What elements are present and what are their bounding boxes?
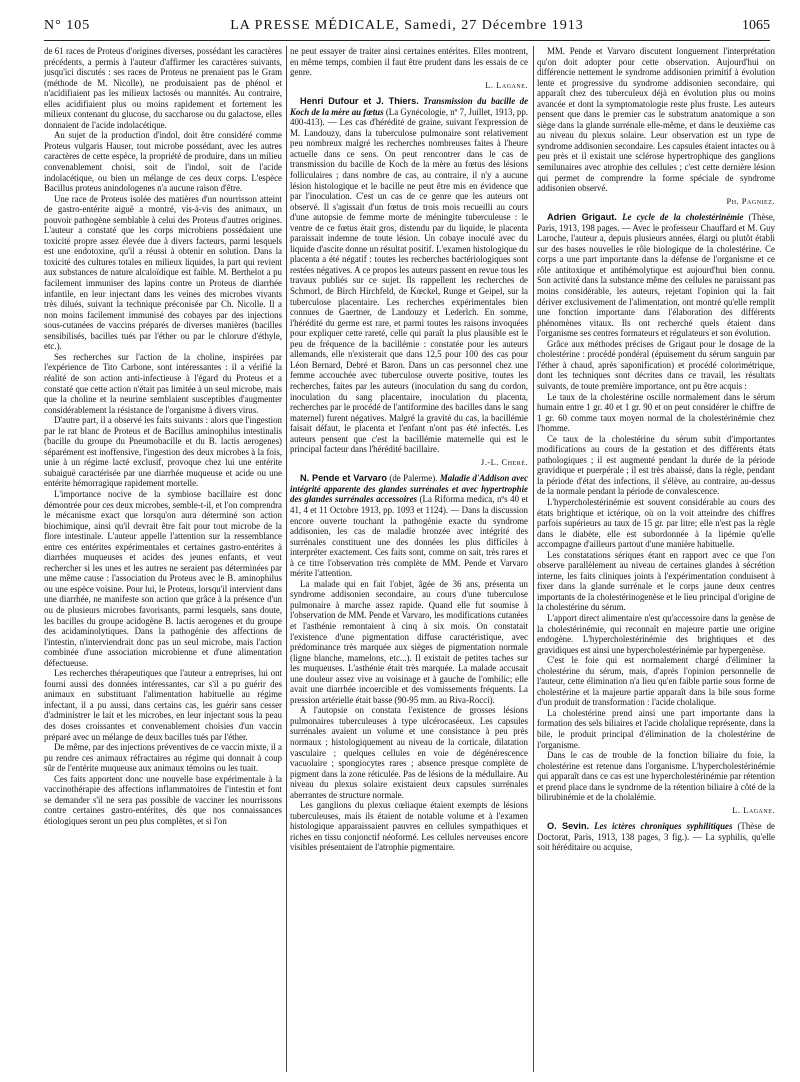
paragraph: A l'autopsie on constata l'existence de grosses lésions pulmonaires tuberculeuses à type ulcérocaséeux. Les capsules surrénales avaient un volume et une consistance à peu près normaux ; histologiquement au niveau de la corticale, dilatation vasculaire ; quelques cellules en voie de dégénérescence vacuolaire ; spongiocytes rares ; absence presque complète de pigment dans la zone réticulée. Pas de lésions de la médullaire. Au niveau du plexus solaire existaient deux capsules surrénales aberrantes de structure normale. <box>290 705 528 800</box>
article-sevin <box>537 821 775 853</box>
paragraph: L'apport direct alimentaire n'est qu'accessoire dans la genèse de la cholestérinémie, qui reconnaît en majeure partie une origine endogène. L'hypercholestérinémie des brightiques et des gravidiques est ainsi une hypercholestérinémie par hypergenèse. <box>537 612 775 655</box>
article-source: (Thèse de Doctorat, Paris, 1913, 138 pages, 3 fig.). <box>537 821 775 842</box>
paragraph: Une race de Proteus isolée des matières d'un nourrisson atteint de gastro-entérite aiguë a montré, vis-à-vis des animaux, un pouvoir pathogène semblable à celui des Proteus d'autres origines. L'auteur a constaté que les corps microbiens possédaient une toxicité propre assez élevée due à divers facteurs, parmi lesquels est une endotoxine, qu'il a réussi à obtenir en solution. Dans la toxicité des cultures totales en milieux liquides, la part qui revient aux substances de nature alcaloïdique est faible. M. Berthelot a pu facilement immuniser des lapins contre un Proteus de diarrhée infantile, en leur injectant dans les veines des microbes vivants très dilués, suivant la technique préconisée par Ch. Nicolle. Il a non moins facilement immunisé des cobayes par des injections sous-cutanées de vaccins préparés de diverses manières (bacilles sensibilisés, bacilles tués par l'éther ou par le chlorure d'éthyle, etc.). <box>44 193 282 352</box>
author-signature: Ph. Pagniez. <box>726 195 775 206</box>
column-3 <box>537 46 775 1072</box>
paragraph: La cholestérine prend ainsi une part importante dans la formation des sels biliaires et l'acide cholalique représente, dans la bile, le produit principal d'élimination de la cholestérine de l'organisme. <box>537 707 775 750</box>
article-pende-varvaro <box>290 473 528 578</box>
article-authors: O. Sevin. <box>547 821 590 832</box>
paragraph: Ses recherches sur l'action de la choline, inspirées par l'expérience de Tito Carbone, sont intéressantes : il a vérifié la réalité de son action anti-infectieuse à l'égard du Proteus et a constaté que cette action n'était pas limitée à un seul microbe, mais que la choline et la neurine semblaient susceptibles d'augmenter considérablement la résistance de l'organisme à divers virus. <box>44 351 282 415</box>
column-2 <box>290 46 528 1072</box>
paragraph: La malade qui en fait l'objet, âgée de 36 ans, présenta un syndrome addisonien secondaire, au cours d'une tuberculose pulmonaire à marche assez rapide. Quand elle fut soumise à l'observation de MM. Pende et Varvaro, les modifications cutanées et l'asthénie remontaient à cinq à six mois. On constatait l'existence d'une pigmentation diffuse caractéristique, avec prédominance très marquée aux sièges de pigmentation normale (ligne blanche, mamelons, etc...). Il existait de petites taches sur les muqueuses. L'asthénie était très marquée. La malade accusait une douleur assez vive au voisinage et à gauche de l'ombilic; elle avait une diarrhée incoercible et des vomissements fréquents. La pression artérielle était basse (90-95 mm. au Riva-Rocci). <box>290 578 528 705</box>
article-body: Les cas d'hérédité de graine, suivant l'expression de M. Landouzy, dans la tuberculose pulmonaire sont relativement peu nombreux malgré les recherches nombreuses faites à l'heure actuelle dans ce sens. On peut rencontrer dans le cas de transmission du bacille de Koch de la mère au fœtus des lésions folliculaires ; dans nombre de cas, au contraire, il n'y a aucune lésion histologique et le bacille ne peut être mis en évidence que par l'inoculation. C'est un cas de ce genre que les auteurs ont observé. Il s'agissait d'un fœtus de trois mois recueilli au cours d'une autopsie de femme morte de méningite tuberculeuse : le ventre de ce fœtus était gros, distendu par du liquide, le placenta paraissait indemne de toute lésion. Un cobaye inoculé avec du liquide d'ascite donne un résultat positif. L'examen histologique du placenta a été négatif : toutes les recherches bactériologiques sont restées négatives. A ce propos les auteurs passent en revue tous les travaux publiés sur ce sujet. Ils rappellent les recherches de Schmorl, de Birch Hirchfeld, de Kœckel, Runge et Geipel, sur la tuberculose placentaire. Les recherches expérimentales bien connues de Gaertner, de Landouzy et Lederlch. En somme, l'hérédité du germe est rare, et parmi toutes les raisons invoquées pour expliquer cette rareté, celle qui paraît la plus plausible est le peu de fréquence de la bacillémie : constatée pour les auteurs allemands, elle n'existerait que dans 12,5 pour 100 des cas pour Léon Bernard, Debré et Baron. Dans un cas personnel chez une femme accouchée avec tuberculose ouverte positive, toutes les recherches, faites par les auteurs (inoculation du sang du cordon, inoculation du sang placentaire, inoculation du placenta, recherches par le procédé de l'antiformine des bacilles dans le sang maternel) furent négatives. Malgré la gravité du cas, la bacillémie faisait défaut, le placenta et l'enfant n'ont pas été infectés. Les auteurs pensent que c'est la bacillémie maternelle qui est le principal facteur dans l'hérédité bacillaire. <box>290 117 528 455</box>
journal-title: LA PRESSE MÉDICALE, Samedi, 27 Décembre 1913 <box>230 18 584 33</box>
paragraph: C'est le foie qui est normalement chargé d'éliminer la cholestérine du sérum, mais, d'après l'opinion personnelle de l'auteur, cette élimination n'a lieu qu'en faible partie sous forme de cholestérine et la majeure partie apparaît dans la bile sous forme d'un produit de transformation : l'acide cholalique. <box>537 655 775 708</box>
paragraph: D'autre part, il a observé les faits suivants : alors que l'ingestion par le rat blanc de Proteus et de Bacillus aminophilus intestinalis (bacille du groupe du Pneumobacille et du B. lactis aerogenes) séparément est inoffensive, l'ingestion des deux microbes à la fois, unie à un régime lacté exclusif, provoque chez lui une entérite subaiguë caractérisée par une diarrhée muqueuse et acide ou une entérite hémorragique rapidement mortelle. <box>44 415 282 489</box>
author-signature: L. Lagane. <box>732 804 775 815</box>
article-source: (La Riforma medica, nºs 40 et 41, 4 et 11 Octobre 1913, pp. 1093 et 1124). — <box>290 494 528 515</box>
paragraph: Le taux de la cholestérine oscille normalement dans le sérum humain entre 1 gr. 40 et 1 gr. 90 et on peut considérer le chiffre de 1 gr. 60 comme taux moyen normal de la cholestérinémie chez l'homme. <box>537 391 775 434</box>
article-authors: Adrien Grigaut. <box>547 212 617 223</box>
paragraph: De même, par des injections préventives de ce vaccin mixte, il a pu rendre ces animaux réfractaires au régime qui donnait à coup sûr de l'entérite muqueuse aux animaux témoins ou les tuait. <box>44 742 282 774</box>
paragraph: ne peut essayer de traiter ainsi certaines entérites. Elles montrent, en même temps, combien il faut être prudent dans les essais de ce genre. <box>290 46 528 78</box>
header-rule <box>44 40 770 41</box>
article-title: Le cycle de la cholestérinémie <box>622 212 744 223</box>
article-title: Transmission du bacille de Koch de la mère au fœtus <box>290 96 528 117</box>
article-body: — La syphilis, qu'elle soit héréditaire ou acquise, <box>537 831 775 853</box>
column-divider <box>286 46 287 1072</box>
column-divider <box>533 46 534 1072</box>
paragraph: Les recherches thérapeutiques que l'auteur a entreprises, lui ont fourni aussi des données intéressantes, car s'il a pu guérir des animaux en substituant l'alimentation habituelle au régime infectant, il a pu aussi, dans certains cas, les guérir sans cesser d'administrer le lait et les microbes, en leur injectant sous la peau des doses croissantes et convenablement choisies d'un vaccin préparé avec un mélange de deux bacilles tués par l'éther. <box>44 668 282 742</box>
paragraph: Ce taux de la cholestérine du sérum subit d'importantes modifications au cours de la gestation et des différents états pathologiques ; il est augmenté pendant la durée de la période gravidique et puerpérale ; il est très abaissé, dans la règle, pendant la période d'état des infections, il s'élève, au contraire, au-dessus de la normale pendant la période de convalescence. <box>537 433 775 497</box>
paragraph: Dans le cas de trouble de la fonction biliaire du foie, la cholestérine est retenue dans l'organisme. L'hypercholestérinémie qui apparaît dans ce cas est une hypercholestérinémie par rétention et prend place dans le syndrome de la rétention biliaire à côté de la bilirubinémie et de la cholalémie. <box>537 750 775 803</box>
paragraph: L'importance nocive de la symbiose bacillaire est donc démontrée pour ces deux microbes, semble-t-il, et l'on comprendra le mécanisme exact que lorsqu'on aura déterminé son action biochimique, ainsi qu'il devrait être fait pour tout microbe de la flore intestinale. L'auteur appelle l'attention sur la ressemblance entre ces entérites expérimentales et certaines gastro-entérites à diarrhées muqueuses et acides des jeunes enfants, et veut rechercher si les unes et les autres ne seraient pas déterminées par une même cause : l'association du Proteus avec le B. aminophilus ou une espèce voisine. Pour lui, le Proteus, lorsqu'il intervient dans une diarrhée, ne manifeste son action que grâce à la présence d'un ou de plusieurs microbes favorisants, parmi lesquels, sans doute, les bacilles du groupe acidogène B. lactis aerogenes et du groupe des acidaminolytiques. Dans la pathogénie des affections de l'intestin, n'interviendrait donc pas un seul microbe, mais l'action combinée d'une association microbienne et d'une alimentation défectueuse. <box>44 488 282 668</box>
article-title: Maladie d'Addison avec intégrité apparente des glandes surrénales et avec hypertrophie des glandes surrénales accessoires <box>290 473 528 505</box>
column-1 <box>44 46 282 1072</box>
article-source: (Thèse, Paris, 1913, 198 pages. — <box>537 212 775 233</box>
paragraph: L'hypercholestérinémie est souvent considérable au cours des états brightique et ictérique, où on la voit atteindre des chiffres parfois supérieurs au taux de 15 gr. par litre; elle n'est pas la règle dans le diabète, elle est subordonnée à la lipémie qu'elle accompagne d'ailleurs partout d'une manière habituelle. <box>537 496 775 550</box>
article-body: Avec le professeur Chauffard et M. Guy Laroche, l'auteur a, depuis plusieurs années, élargi ou plutôt établi sur des bases nouvelles le rôle biologique de la cholestérine. Ce corps a une part importante dans la défense de l'organisme et ce rôle antitoxique et antihémolytique est aujourd'hui bien connu. Son activité dans la substance même des cellules ne paraissant pas moins considérable, les auteurs, rejetant l'opinion qui la fait dériver exclusivement de l'alimentation, ont montré qu'elle remplit une fonction importante dans l'élaboration des différents phénomènes vitaux. Ils ont recherché quels étaient dans l'organisme ses centres formateurs et régulateurs et son évolution. <box>537 222 775 339</box>
article-place: (de Palerme). <box>389 473 438 484</box>
paragraph: de 61 races de Proteus d'origines diverses, possédant les caractères précédents, a permis à l'auteur d'affirmer les caractères suivants, jusqu'ici discutés : ses races de Proteus ne prenaient pas le Gram (méthode de M. Nicolle), ne produisaient pas de phénol et n'acidifiaient pas les milieux lactosés ou mannités. Au contraire, elles acidifiaient plus ou moins rapidement et fortement les milieux contenant du glucose, du saccharose ou du galactose, elles donnaient de l'acide indolacétique. <box>44 46 282 130</box>
paragraph: Grâce aux méthodes précises de Grigaut pour le dosage de la cholestérine : procédé pondéral (épuisement du sérum sanguin par l'éther à chaud, après saponification) et procédé colorimétrique, dont les techniques sont décrites dans ce travail, les résultats suivants, de toute première importance, ont pu être acquis : <box>537 338 775 391</box>
paragraph: Au sujet de la production d'indol, doit être considéré comme Proteus vulgaris Hauser, tout microbe possédant, avec les autres caractères de cette espèce, la propriété de produire, dans un milieu convenablement choisi, soit de l'indol, soit de l'acide indolacétique, ou bien un mélange de ces deux corps. L'espèce Bacillus proteus anindologenes n'a aucune raison d'être. <box>44 130 282 194</box>
article-authors: Henri Dufour et J. Thiers. <box>300 96 419 107</box>
article-dufour-thiers <box>290 96 528 455</box>
article-body: Dans la discussion encore ouverte touchant la pathogénie exacte du syndrome addisonien, les cas de maladie bronzée avec intégrité des surrénales constituent une des données les plus difficiles à interpréter exactement. Ces faits sont, comme on sait, très rares et à ce titre l'observation très complète de MM. Pende et Varvaro mérite l'attention. <box>290 504 528 579</box>
page-header <box>44 14 770 40</box>
issue-number: N° 105 <box>44 18 91 33</box>
article-authors: N. Pende et Varvaro <box>300 473 387 484</box>
paragraph: Les ganglions du plexus cœliaque étaient exempts de lésions tuberculeuses, mais ils étaient de notable volume et à l'examen histologique apparaissaient pauvres en cellules sympathiques et riches en tissu conjonctif néoformé. Les cellules nerveuses encore visibles présentaient de l'atrophie pigmentaire. <box>290 800 528 853</box>
author-signature: J.-L. Cheré. <box>480 456 528 467</box>
paragraph: Les constatations sériques étant en rapport avec ce que l'on observe parallèlement au niveau de certaines glandes à sécrétion interne, les faits cliniques joints à l'expérimentation conduisent à fixer dans la glande surrénale et le corps jaune deux centres importants de la cholestérinogenèse et le lieu principal d'origine de la cholestérine du sérum. <box>537 549 775 613</box>
article-title: Les ictères chroniques syphilitiques <box>594 821 733 832</box>
paragraph: MM. Pende et Varvaro discutent longuement l'interprétation qu'on doit adopter pour cette observation. Aujourd'hui on différencie nettement le syndrome addisonien primitif à évolution lente et progressive du syndrome addisonien secondaire, qui apparaît chez des tuberculeux déjà en évolution plus ou moins avancée et dont la symptomatologie reste plus fruste. Les auteurs pensent que dans le premier cas le substratum anatomique a son siège dans la glande surrénale elle-même, et dans le deuxième cas au niveau du plexus solaire. Leur observation est un type de syndrome addisonien secondaire. Les capsules étaient intactes ou à peu près et il existait une sclérose hypertrophique des ganglions semilunaires avec atrophie des cellules ; c'est cette dernière lésion qui permet de comprendre la forme spéciale de syndrome addisonien observé. <box>537 46 775 194</box>
page-number: 1065 <box>742 18 770 33</box>
author-signature: L. Lagane. <box>485 79 528 90</box>
article-grigaut <box>537 212 775 339</box>
paragraph: Ces faits apportent donc une nouvelle base expérimentale à la vaccinothérapie des affections inflammatoires de l'intestin et font se demander s'il ne sera pas possible de vacciner les nourrissons contre certaines gastro-entérites, dès que nos connaissances étiologiques seront un peu plus complètes, et si l'on <box>44 773 282 826</box>
article-source: (La Gynécologie, nº 7, Juillet, 1913, pp. 400-413). — <box>290 106 528 128</box>
